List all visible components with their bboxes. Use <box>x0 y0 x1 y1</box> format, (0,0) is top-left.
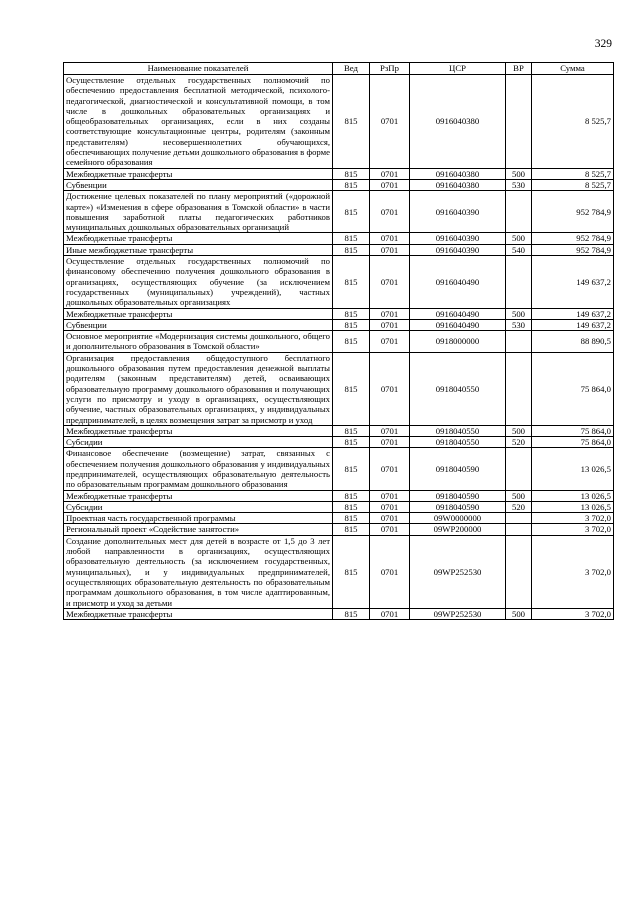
cell-csr: 09W0000000 <box>410 513 506 524</box>
cell-vr <box>506 191 532 233</box>
cell-csr: 0916040490 <box>410 308 506 319</box>
cell-ved: 815 <box>333 524 370 535</box>
cell-name: Межбюджетные трансферты <box>64 308 333 319</box>
cell-sum: 952 784,9 <box>532 191 614 233</box>
cell-vr <box>506 535 532 608</box>
cell-csr: 0918040590 <box>410 448 506 490</box>
cell-vr: 500 <box>506 168 532 179</box>
table-row <box>64 490 614 501</box>
cell-vr <box>506 352 532 425</box>
cell-vr <box>506 524 532 535</box>
cell-ved: 815 <box>333 233 370 244</box>
cell-rzpr: 0701 <box>370 233 410 244</box>
cell-csr: 0918000000 <box>410 331 506 353</box>
table-row <box>64 448 614 490</box>
cell-rzpr: 0701 <box>370 425 410 436</box>
cell-sum: 13 026,5 <box>532 448 614 490</box>
table-row <box>64 168 614 179</box>
cell-ved: 815 <box>333 437 370 448</box>
cell-ved: 815 <box>333 319 370 330</box>
cell-sum: 3 702,0 <box>532 535 614 608</box>
table-row <box>64 501 614 512</box>
cell-rzpr: 0701 <box>370 179 410 190</box>
cell-name: Осуществление отдельных государственных полномочий по обеспечению предоставления бесплатной методической, психолого-педагогической, диагностической и консультативной помощи, в том числе в дошкольных образовательных организациях и общеобразовательных организациях, если в них созданы соответствующие консультационные центры, родителям (законным представителям) несовершеннолетних обучающихся, обеспечивающих получение детьми дошкольного образования в форме семейного образования <box>64 75 333 169</box>
cell-ved: 815 <box>333 256 370 308</box>
cell-csr: 09WP200000 <box>410 524 506 535</box>
cell-sum: 75 864,0 <box>532 437 614 448</box>
cell-ved: 815 <box>333 608 370 619</box>
table-header-row <box>64 63 614 75</box>
cell-name: Межбюджетные трансферты <box>64 490 333 501</box>
cell-ved: 815 <box>333 168 370 179</box>
cell-name: Субсидии <box>64 501 333 512</box>
cell-sum: 8 525,7 <box>532 179 614 190</box>
cell-rzpr: 0701 <box>370 319 410 330</box>
cell-rzpr: 0701 <box>370 75 410 169</box>
table-row <box>64 608 614 619</box>
cell-ved: 815 <box>333 244 370 255</box>
cell-sum: 75 864,0 <box>532 425 614 436</box>
cell-ved: 815 <box>333 75 370 169</box>
table-row <box>64 233 614 244</box>
cell-sum: 149 637,2 <box>532 308 614 319</box>
table-row <box>64 244 614 255</box>
table-row <box>64 75 614 169</box>
cell-name: Региональный проект «Содействие занятости» <box>64 524 333 535</box>
cell-csr: 0916040380 <box>410 75 506 169</box>
cell-name: Субвенции <box>64 319 333 330</box>
cell-rzpr: 0701 <box>370 308 410 319</box>
table-row <box>64 513 614 524</box>
budget-table <box>63 62 614 620</box>
cell-name: Осуществление отдельных государственных полномочий по финансовому обеспечению получения дошкольного образования в организациях, осуществляющих обучение (за исключением государственных (муниципальных) учреждений), частных дошкольных образовательных организациях <box>64 256 333 308</box>
cell-ved: 815 <box>333 179 370 190</box>
cell-name: Организация предоставления общедоступного бесплатного дошкольного образования путем предоставления денежной выплаты родителям (законным представителям) детей, осваивающих образовательную программу дошкольного образования и получающих услуги по присмотру и уходу в организациях, осуществляющих обучение, частных образовательных организациях, у индивидуальных предпринимателей, в целях возмещения затрат за присмотр и уход <box>64 352 333 425</box>
cell-vr: 500 <box>506 233 532 244</box>
cell-rzpr: 0701 <box>370 437 410 448</box>
cell-sum: 149 637,2 <box>532 319 614 330</box>
cell-csr: 0916040380 <box>410 168 506 179</box>
cell-name: Субсидии <box>64 437 333 448</box>
header-vr: ВР <box>506 63 532 75</box>
cell-rzpr: 0701 <box>370 448 410 490</box>
cell-ved: 815 <box>333 425 370 436</box>
cell-vr <box>506 513 532 524</box>
cell-sum: 8 525,7 <box>532 168 614 179</box>
cell-vr: 530 <box>506 319 532 330</box>
cell-rzpr: 0701 <box>370 168 410 179</box>
table-row <box>64 308 614 319</box>
cell-rzpr: 0701 <box>370 490 410 501</box>
header-name: Наименование показателей <box>64 63 333 75</box>
cell-name: Основное мероприятие «Модернизация системы дошкольного, общего и дополнительного образования в Томской области» <box>64 331 333 353</box>
cell-vr: 500 <box>506 425 532 436</box>
cell-ved: 815 <box>333 352 370 425</box>
table-row <box>64 179 614 190</box>
cell-ved: 815 <box>333 501 370 512</box>
cell-rzpr: 0701 <box>370 244 410 255</box>
table-row <box>64 524 614 535</box>
cell-vr: 530 <box>506 179 532 190</box>
cell-vr <box>506 331 532 353</box>
cell-sum: 952 784,9 <box>532 233 614 244</box>
cell-ved: 815 <box>333 191 370 233</box>
cell-ved: 815 <box>333 490 370 501</box>
cell-csr: 0916040490 <box>410 256 506 308</box>
cell-vr <box>506 256 532 308</box>
cell-name: Создание дополнительных мест для детей в возрасте от 1,5 до 3 лет любой направленности в организациях, осуществляющих образовательную деятельность (за исключением государственных, муниципальных), и у индивидуальных предпринимателей, осуществляющих образовательную деятельность по образовательным программам дошкольного образования, в том числе адаптированным, и присмотр и уход за детьми <box>64 535 333 608</box>
cell-vr <box>506 448 532 490</box>
cell-rzpr: 0701 <box>370 352 410 425</box>
cell-rzpr: 0701 <box>370 191 410 233</box>
header-csr: ЦСР <box>410 63 506 75</box>
table-row <box>64 331 614 353</box>
table-row <box>64 191 614 233</box>
table-row <box>64 319 614 330</box>
cell-name: Межбюджетные трансферты <box>64 608 333 619</box>
cell-vr: 520 <box>506 501 532 512</box>
table-row <box>64 437 614 448</box>
cell-sum: 149 637,2 <box>532 256 614 308</box>
cell-name: Межбюджетные трансферты <box>64 168 333 179</box>
cell-sum: 8 525,7 <box>532 75 614 169</box>
header-rzpr: РзПр <box>370 63 410 75</box>
cell-csr: 0916040390 <box>410 191 506 233</box>
cell-csr: 0916040390 <box>410 244 506 255</box>
cell-sum: 3 702,0 <box>532 608 614 619</box>
cell-vr: 500 <box>506 308 532 319</box>
table-row <box>64 535 614 608</box>
cell-sum: 952 784,9 <box>532 244 614 255</box>
cell-name: Иные межбюджетные трансферты <box>64 244 333 255</box>
table-row <box>64 425 614 436</box>
cell-name: Межбюджетные трансферты <box>64 233 333 244</box>
cell-sum: 88 890,5 <box>532 331 614 353</box>
cell-ved: 815 <box>333 448 370 490</box>
cell-csr: 0916040490 <box>410 319 506 330</box>
cell-vr: 520 <box>506 437 532 448</box>
cell-rzpr: 0701 <box>370 256 410 308</box>
cell-name: Финансовое обеспечение (возмещение) затрат, связанных с обеспечением получения дошкольного образования у индивидуальных предпринимателей, осуществляющих образовательную деятельность по образовательным программам дошкольного образования <box>64 448 333 490</box>
table-row <box>64 352 614 425</box>
cell-csr: 0918040550 <box>410 425 506 436</box>
cell-rzpr: 0701 <box>370 524 410 535</box>
cell-name: Межбюджетные трансферты <box>64 425 333 436</box>
cell-ved: 815 <box>333 535 370 608</box>
cell-rzpr: 0701 <box>370 535 410 608</box>
cell-sum: 3 702,0 <box>532 524 614 535</box>
cell-csr: 0918040590 <box>410 501 506 512</box>
cell-sum: 3 702,0 <box>532 513 614 524</box>
page-number: 329 <box>594 38 612 50</box>
header-sum: Сумма <box>532 63 614 75</box>
cell-rzpr: 0701 <box>370 331 410 353</box>
cell-sum: 13 026,5 <box>532 490 614 501</box>
cell-rzpr: 0701 <box>370 608 410 619</box>
cell-vr: 500 <box>506 490 532 501</box>
cell-csr: 0918040550 <box>410 437 506 448</box>
cell-sum: 13 026,5 <box>532 501 614 512</box>
cell-ved: 815 <box>333 331 370 353</box>
cell-rzpr: 0701 <box>370 513 410 524</box>
cell-vr <box>506 75 532 169</box>
cell-rzpr: 0701 <box>370 501 410 512</box>
cell-csr: 0916040390 <box>410 233 506 244</box>
cell-sum: 75 864,0 <box>532 352 614 425</box>
cell-csr: 0918040590 <box>410 490 506 501</box>
cell-csr: 09WP252530 <box>410 535 506 608</box>
cell-ved: 815 <box>333 513 370 524</box>
cell-vr: 500 <box>506 608 532 619</box>
cell-name: Достижение целевых показателей по плану мероприятий («дорожной карте») «Изменения в сфере образования в Томской области» в части повышения заработной платы педагогических работников муниципальных дошкольных образовательных организаций <box>64 191 333 233</box>
cell-csr: 09WP252530 <box>410 608 506 619</box>
cell-ved: 815 <box>333 308 370 319</box>
cell-name: Проектная часть государственной программы <box>64 513 333 524</box>
table-row <box>64 256 614 308</box>
cell-name: Субвенции <box>64 179 333 190</box>
cell-csr: 0916040380 <box>410 179 506 190</box>
header-ved: Вед <box>333 63 370 75</box>
cell-vr: 540 <box>506 244 532 255</box>
cell-csr: 0918040550 <box>410 352 506 425</box>
